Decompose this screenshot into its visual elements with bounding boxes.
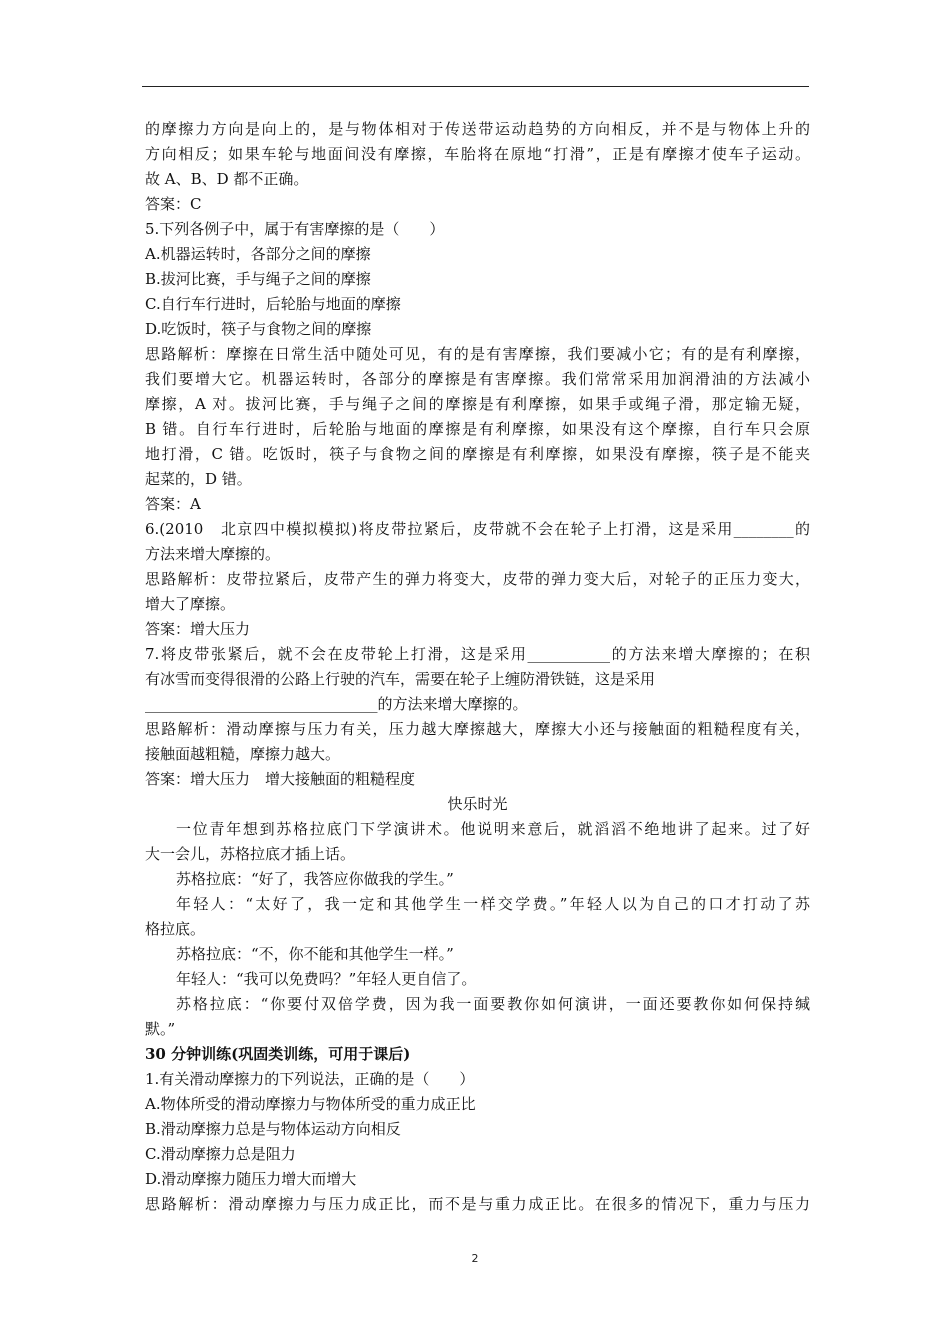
text-line: C.滑动摩擦力总是阻力: [145, 1145, 296, 1163]
text-line: 大一会儿，苏格拉底才插上话。: [145, 845, 356, 863]
text-line: 苏格拉底：“你要付双倍学费，因为我一面要教你如何演讲，一面还要教你如何保持缄: [176, 995, 810, 1013]
text-line: 摩擦，A 对。拔河比赛，手与绳子之间的摩擦是有利摩擦，如果手或绳子滑，那定输无疑，: [145, 395, 810, 413]
text-line: 年轻人：“我可以免费吗？”年轻人更自信了。: [176, 970, 477, 988]
text-line: 起菜的，D 错。: [145, 470, 252, 488]
text-line: B.滑动摩擦力总是与物体运动方向相反: [145, 1120, 401, 1138]
page-number: 2: [471, 1252, 479, 1265]
text-line: 思路解析：摩擦在日常生活中随处可见，有的是有害摩擦，我们要减小它；有的是有利摩擦，: [145, 345, 810, 363]
text-line: 方法来增大摩擦的。: [145, 545, 281, 563]
text-line: 的摩擦力方向是向上的，是与物体相对于传送带运动趋势的方向相反，并不是与物体上升的: [145, 120, 810, 138]
text-line: B 错。自行车行进时，后轮胎与地面的摩擦是有利摩擦，如果没有这个摩擦，自行车只会原: [145, 420, 810, 438]
text-line: 方向相反；如果车轮与地面间没有摩擦，车胎将在原地“打滑”，正是有摩擦才使车子运动。: [145, 145, 810, 163]
text-line: A.机器运转时，各部分之间的摩擦: [145, 245, 371, 263]
text-line: 答案：A: [145, 495, 201, 513]
text-line: _______________________________的方法来增大摩擦的。: [145, 695, 528, 713]
text-line: C.自行车行进时，后轮胎与地面的摩擦: [145, 295, 401, 313]
text-line: D.吃饭时，筷子与食物之间的摩擦: [145, 320, 372, 338]
text-line: 接触面越粗糙，摩擦力越大。: [145, 745, 341, 763]
text-line: A.物体所受的滑动摩擦力与物体所受的重力成正比: [145, 1095, 476, 1113]
text-line: 7.将皮带张紧后，就不会在皮带轮上打滑，这是采用___________的方法来增大摩擦的；在积: [145, 645, 810, 663]
text-line: 30 分钟训练(巩固类训练，可用于课后): [145, 1045, 411, 1063]
text-line: 苏格拉底：“不，你不能和其他学生一样。”: [176, 945, 454, 963]
document-body: [145, 117, 810, 1217]
text-line: 苏格拉底：“好了，我答应你做我的学生。”: [176, 870, 454, 888]
text-line: 5.下列各例子中，属于有害摩擦的是（ ）: [145, 220, 445, 238]
text-line: 1.有关滑动摩擦力的下列说法，正确的是（ ）: [145, 1070, 475, 1088]
text-line: 思路解析：滑动摩擦与压力有关，压力越大摩擦越大，摩擦大小还与接触面的粗糙程度有关，: [145, 720, 810, 738]
text-line: 有冰雪而变得很滑的公路上行驶的汽车，需要在轮子上缠防滑铁链，这是采用: [145, 670, 656, 688]
text-line: 思路解析：皮带拉紧后，皮带产生的弹力将变大，皮带的弹力变大后，对轮子的正压力变大，: [145, 570, 810, 588]
text-line: 增大了摩擦。: [145, 595, 236, 613]
text-line: 答案：增大压力 增大接触面的粗糙程度: [145, 770, 416, 788]
header-rule: [142, 86, 809, 87]
text-line: 格拉底。: [145, 920, 206, 938]
text-line: 答案：C: [145, 195, 202, 213]
text-line: 故 A、B、D 都不正确。: [145, 170, 309, 188]
text-line: B.拔河比赛，手与绳子之间的摩擦: [145, 270, 371, 288]
text-line: 地打滑，C 错。吃饭时，筷子与食物之间的摩擦是有利摩擦，如果没有摩擦，筷子是不能夹: [145, 445, 810, 463]
text-line: 年轻人：“太好了，我一定和其他学生一样交学费。”年轻人以为自己的口才打动了苏: [176, 895, 810, 913]
text-line: 快乐时光: [447, 795, 508, 813]
text-line: 默。”: [145, 1020, 176, 1038]
text-line: 答案：增大压力: [145, 620, 251, 638]
text-line: 我们要增大它。机器运转时，各部分的摩擦是有害摩擦。我们常常采用加润滑油的方法减小: [145, 370, 810, 388]
text-line: 思路解析：滑动摩擦力与压力成正比，而不是与重力成正比。在很多的情况下，重力与压力: [145, 1195, 810, 1213]
text-line: D.滑动摩擦力随压力增大而增大: [145, 1170, 357, 1188]
text-line: 一位青年想到苏格拉底门下学演讲术。他说明来意后，就滔滔不绝地讲了起来。过了好: [176, 820, 810, 838]
text-line: 6.(2010 北京四中模拟模拟)将皮带拉紧后，皮带就不会在轮子上打滑，这是采用________的: [145, 520, 810, 538]
